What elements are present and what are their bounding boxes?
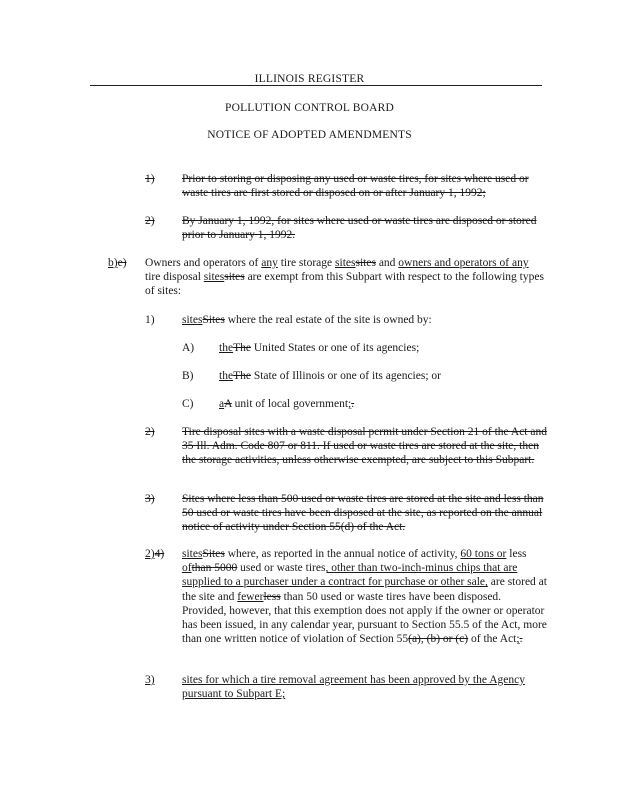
register-title: ILLINOIS REGISTER [254, 73, 365, 85]
b3-old-number: 3) [145, 493, 155, 505]
b1c-number: C) [182, 398, 194, 410]
b2-old-text: Tire disposal sites with a waste disposal permit under Section 21 of the Act and 35 Ill. Adm. Code 807 or 811. If used or waste tires are stored at the site, then the storage activities, unless otherwise exempted, are subject to this Subpart. [182, 426, 547, 467]
b1-text: sitesSites where the real estate of the site is owned by: [182, 314, 432, 326]
b1-number: 1) [145, 314, 155, 326]
b4-number: 2)4) [145, 548, 165, 560]
header-rule [90, 85, 542, 86]
b5-text: sites for which a tire removal agreement has been approved by the Agency pursuant to Subpart E; [182, 674, 525, 701]
b3-old-text: Sites where less than 500 used or waste tires are stored at the site and less than 50 used or waste tires have been disposed at the site, as reported on the annual notice of activity under Section 55(d) of the Act. [182, 493, 544, 534]
item-2-number: 2) [145, 215, 155, 227]
b1c-text: aA unit of local government;. [219, 398, 355, 410]
item-2-text: By January 1, 1992, for sites where used or waste tires are disposed or stored prior to January 1, 1992. [182, 215, 537, 242]
board-title: POLLUTION CONTROL BOARD [224, 102, 394, 114]
notice-title: NOTICE OF ADOPTED AMENDMENTS [207, 129, 412, 141]
section-b-label: b)e) [108, 257, 127, 269]
b5-number: 3) [145, 674, 155, 686]
b4-text: sitesSites where, as reported in the annual notice of activity, 60 tons or less ofthan 5000 used or waste tires, other than two-inch-minus chips that are supplied to a purchaser under a contract for purchase or other sale, are stored at the site and fewerless than 50 used or waste tires have been disposed. Provided, however, that this exemption does not apply if the owner or operator has been issued, in any calendar year, pursuant to Section 55.5 of the Act, more than one written notice of violation of Section 55(a), (b) or (c) of the Act;. [182, 548, 547, 646]
section-b-text: Owners and operators of any tire storage sitessites and owners and operators of any tire disposal sitessites are exempt from this Subpart with respect to the following types of sites: [145, 257, 544, 298]
b2-old-number: 2) [145, 426, 155, 438]
b1a-text: theThe United States or one of its agencies; [219, 342, 420, 354]
b1b-text: theThe State of Illinois or one of its agencies; or [219, 370, 441, 382]
item-1-text: Prior to storing or disposing any used or waste tires, for sites where used or waste tires are first stored or disposed on or after January 1, 1992; [182, 173, 529, 200]
item-1-number: 1) [145, 173, 155, 185]
b1a-number: A) [182, 342, 195, 354]
b1b-number: B) [182, 370, 194, 382]
